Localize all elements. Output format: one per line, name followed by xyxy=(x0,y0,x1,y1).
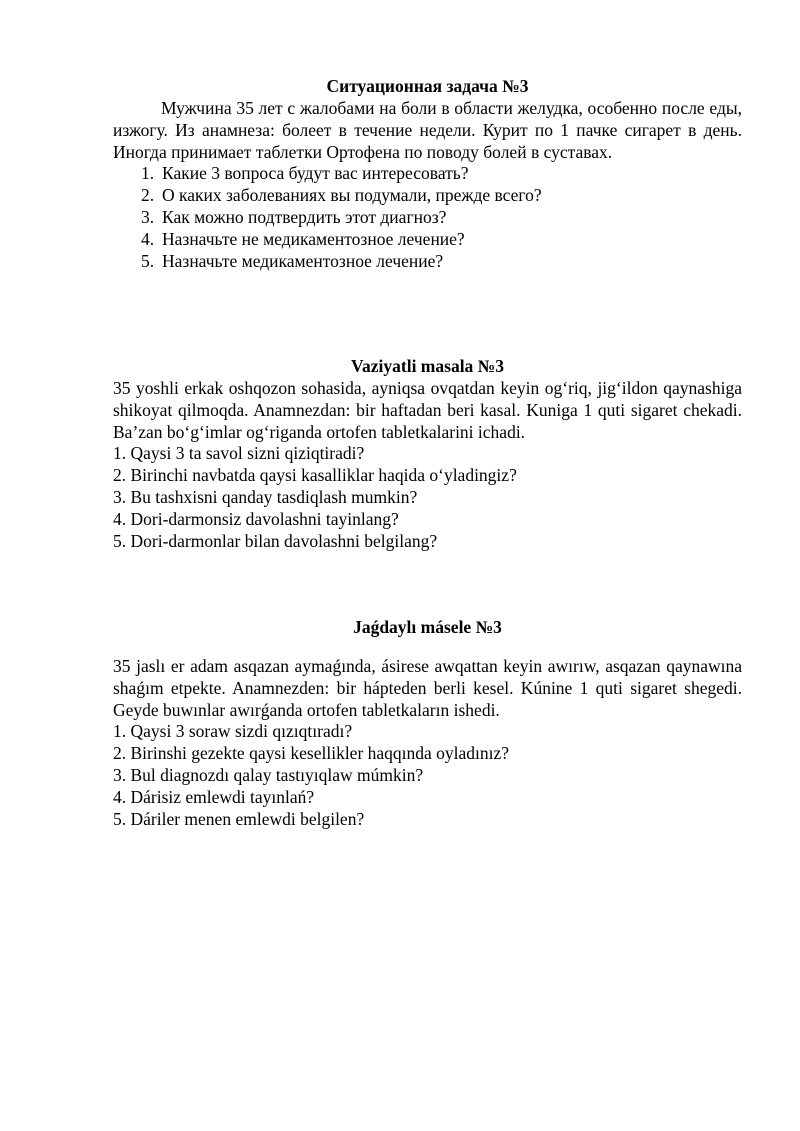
list-item-text: Какие 3 вопроса будут вас интересовать? xyxy=(162,163,469,184)
list-item-number: 3. xyxy=(141,206,155,227)
list-item: 3. Bu tashxisni qanday tasdiqlash mumkin? xyxy=(113,486,418,507)
section-karakalpak xyxy=(113,617,742,830)
section-title: Jaǵdaylı másele №3 xyxy=(353,617,502,637)
section-uzbek xyxy=(113,356,742,552)
list-item xyxy=(113,185,742,207)
list-item-number: 4. xyxy=(141,228,155,249)
list-item: 4. Dori-darmonsiz davolashni tayinlang? xyxy=(113,508,399,529)
list-item: 5. Dori-darmonlar bilan davolashni belgilang? xyxy=(113,530,438,551)
list-item: 2. Birinshi gezekte qaysi kesellikler haqqında oyladınız? xyxy=(113,743,510,764)
question-list xyxy=(113,721,742,830)
list-item xyxy=(113,163,742,185)
list-item xyxy=(113,251,742,273)
case-description: 35 yoshli erkak oshqozon sohasida, ayniqsa ovqatdan keyin og‘riq, jig‘ildon qaynashiga shikoyat qilmoqda. Anamnezdan: bir haftadan beri kasal. Kuniga 1 quti sigaret chekadi. Ba’zan bo‘g‘imlar og‘riganda ortofen tabletkalarini ichadi. xyxy=(113,378,742,442)
list-item: 2. Birinchi navbatda qaysi kasalliklar haqida o‘yladingiz? xyxy=(113,465,517,486)
question-list xyxy=(113,163,742,272)
list-item-text: Как можно подтвердить этот диагноз? xyxy=(162,206,447,227)
list-item-number: 1. xyxy=(141,163,155,184)
list-item-number: 5. xyxy=(141,250,155,271)
list-item-text: О каких заболеваниях вы подумали, прежде всего? xyxy=(162,185,542,206)
case-description: 35 jaslı er adam asqazan aymaǵında, ásirese awqattan keyin awırıw, asqazan qaynawına shaǵım etpekte. Anamnezden: bir hápteden berli kesel. Kúnine 1 quti sigaret shegedi. Geyde buwınlar awırǵanda ortofen tabletkaların ishedi. xyxy=(113,656,742,720)
list-item-number: 2. xyxy=(141,185,155,206)
list-item: 3. Bul diagnozdı qalay tastıyıqlaw múmkin? xyxy=(113,764,424,785)
section-russian xyxy=(113,76,742,272)
list-item: 4. Dárisiz emlewdi tayınlań? xyxy=(113,786,315,807)
list-item: 5. Dáriler menen emlewdi belgilen? xyxy=(113,808,365,829)
list-item-text: Назначьте медикаментозное лечение? xyxy=(162,250,444,271)
list-item xyxy=(113,207,742,229)
section-title: Ситуационная задача №3 xyxy=(326,76,529,96)
section-title: Vaziyatli masala №3 xyxy=(350,356,505,376)
case-description: Мужчина 35 лет с жалобами на боли в области желудка, особенно после еды, изжогу. Из анамнеза: болеет в течение недели. Курит по 1 пачке сигарет в день. Иногда принимает таблетки Ортофена по поводу болей в суставах. xyxy=(113,98,742,162)
list-item: 1. Qaysi 3 ta savol sizni qiziqtiradi? xyxy=(113,443,365,464)
list-item xyxy=(113,229,742,251)
question-list xyxy=(113,443,742,552)
list-item: 1. Qaysi 3 soraw sizdi qızıqtıradı? xyxy=(113,721,353,742)
list-item-text: Назначьте не медикаментозное лечение? xyxy=(162,228,465,249)
